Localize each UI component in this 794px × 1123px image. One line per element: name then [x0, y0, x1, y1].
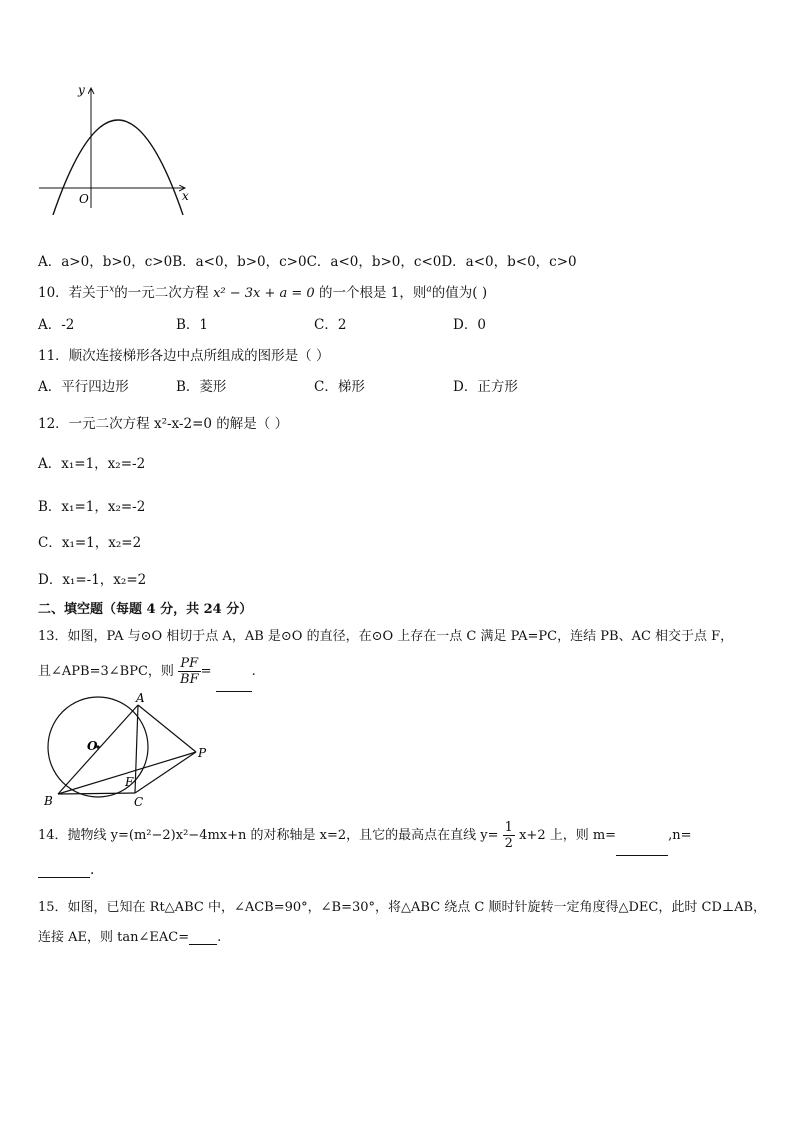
- q14-frac-den: 2: [504, 836, 513, 851]
- q14-m-blank[interactable]: [616, 841, 668, 856]
- q14-post: x+2 上，则 m=: [519, 828, 617, 843]
- q10-var-x: x: [109, 284, 115, 295]
- q13-line1: 13．如图，PA 与⊙O 相切于点 A，AB 是⊙O 的直径，在⊙O 上存在一点 C 满足 PA=PC，连结 PB、AC 相交于点 F，: [38, 629, 734, 644]
- q11-question: 11．顺次连接梯形各边中点所组成的图形是（ ）: [38, 348, 330, 364]
- q14-pre: 14．抛物线 y=(m²−2)x²−4mx+n 的对称轴是 x=2，且它的最高点在直线 y=: [38, 828, 499, 843]
- q10-question: [38, 281, 487, 301]
- q14-fraction: [503, 820, 515, 851]
- q13-line2-pre: 且∠APB=3∠BPC，则: [38, 664, 174, 679]
- q10-suffix2: 的值为( ): [431, 285, 488, 301]
- q14-line: [38, 816, 691, 856]
- q10-var-a: a: [426, 284, 432, 295]
- q15-line2-post: .: [217, 930, 222, 945]
- q10-suffix1: 的一个根是 1，则: [319, 285, 427, 301]
- q10-option-d: D．0: [453, 317, 486, 333]
- q11-option-c: C．梯形: [314, 379, 365, 395]
- segment-bc: [58, 793, 135, 794]
- q10-option-b: B．1: [176, 317, 209, 333]
- x-axis-label: x: [182, 189, 189, 203]
- parabola-curve: [53, 120, 183, 215]
- q13-answer-blank[interactable]: [216, 677, 252, 692]
- q13-period: .: [251, 664, 256, 679]
- label-p: P: [198, 746, 207, 760]
- q10-option-c: C．2: [314, 317, 347, 333]
- q12-question: 12．一元二次方程 x²-x-2=0 的解是（ ）: [38, 416, 289, 432]
- q15-line2-pre: 连接 AE，则 tan∠EAC=: [38, 930, 190, 945]
- label-a: A: [136, 691, 145, 705]
- q14-n-label: ,n=: [668, 828, 692, 843]
- q13-fraction: [178, 656, 201, 687]
- q12-option-a: A．x₁=1，x₂=-2: [38, 456, 146, 472]
- q12-option-d: D．x₁=-1，x₂=2: [38, 572, 147, 588]
- label-o: O: [87, 739, 98, 753]
- q14-end: .: [90, 862, 95, 878]
- q13-line2-post: =: [200, 664, 212, 679]
- q10-option-a: A．-2: [38, 317, 75, 333]
- q12-option-c: C．x₁=1，x₂=2: [38, 535, 142, 551]
- q11-option-b: B．菱形: [176, 379, 227, 395]
- q14-frac-num: 1: [504, 820, 513, 835]
- q11-option-a: A．平行四边形: [38, 379, 129, 395]
- q15-answer-blank[interactable]: [189, 930, 217, 945]
- q15-line2: [38, 926, 221, 945]
- q9-parabola-graph: [35, 80, 200, 215]
- q14-line2: [38, 862, 94, 878]
- segment-pa: [138, 705, 196, 752]
- origin-label: O: [79, 192, 89, 206]
- label-f: F: [125, 775, 134, 789]
- q15-line1: 15．如图，已知在 Rt△ABC 中，∠ACB=90°，∠B=30°，将△ABC 绕点 C 顺时针旋转一定角度得△DEC，此时 CD⊥AB，: [38, 900, 767, 915]
- q9-options: A．a>0，b>0，c>0B．a<0，b>0，c>0C．a<0，b>0，c<0D．a<0，b<0，c>0: [38, 254, 577, 270]
- segment-pc: [135, 752, 196, 793]
- q14-n-blank[interactable]: [38, 863, 90, 878]
- q13-line2: [38, 652, 256, 692]
- q13-circle-figure: [30, 690, 220, 812]
- y-axis-label: y: [78, 83, 85, 97]
- section-title: 二、填空题（每题 4 分，共 24 分）: [38, 602, 253, 617]
- q12-option-b: B．x₁=1，x₂=-2: [38, 499, 146, 515]
- label-b: B: [44, 794, 53, 808]
- label-c: C: [134, 795, 144, 809]
- q10-prefix: 10．若关于: [38, 285, 110, 301]
- q11-option-d: D．正方形: [453, 379, 518, 395]
- q10-equation: x² − 3x + a = 0: [213, 286, 315, 301]
- q13-frac-num: PF: [178, 656, 201, 672]
- q10-mid: 的一元二次方程: [114, 285, 209, 301]
- q13-frac-den: BF: [180, 672, 199, 687]
